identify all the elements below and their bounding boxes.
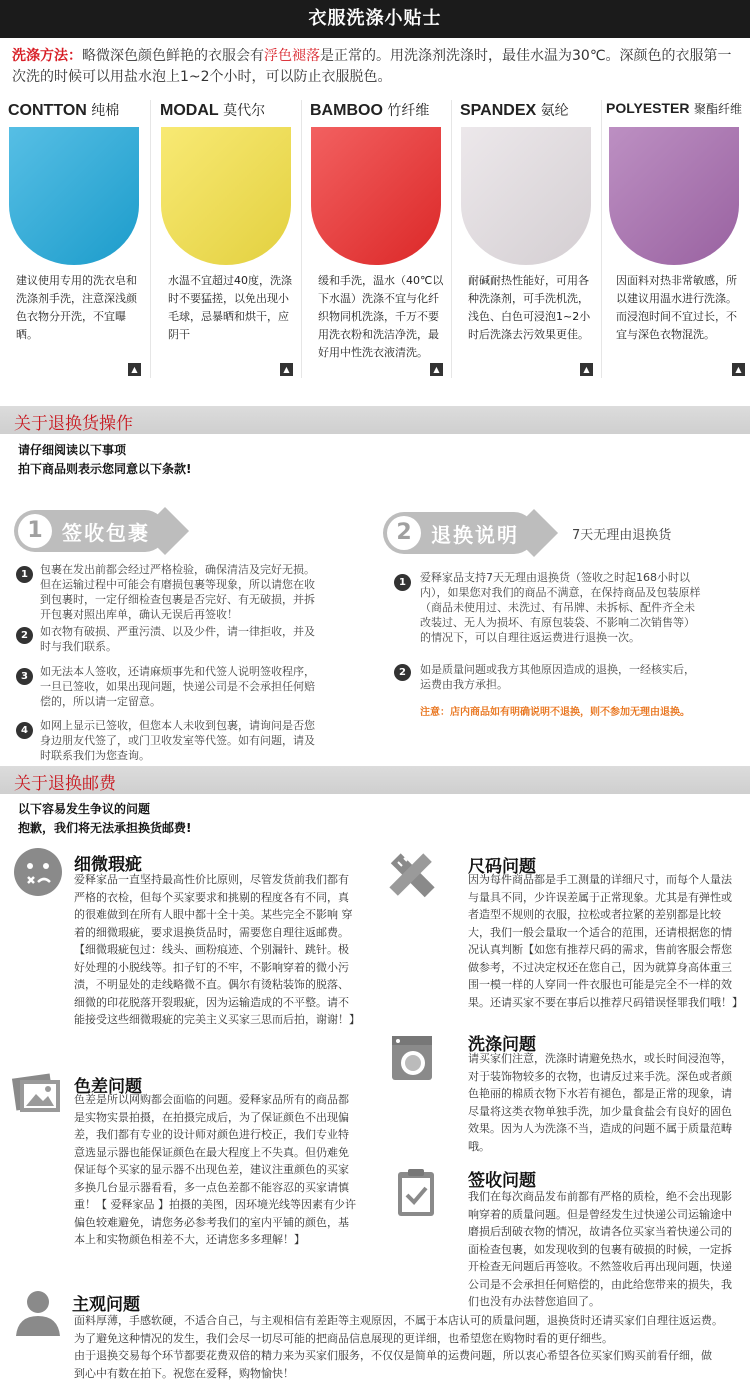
washing-tip-text1: 略微深色颜色鲜艳的衣服会有: [82, 48, 264, 64]
flaw-title: 细微瑕疵: [74, 855, 142, 875]
receive-step-text: 包裹在发出前都会经过严格检验，确保清洁及完好无损。但在运输过程中可能会有磨损包裹等现象，所以请您在收到包裹时，一定仔细检查包裹是否完好、有无破损，并拆开包裹对照出库单，确认无误后再签收！: [40, 563, 315, 621]
fabric-swatch: [311, 127, 441, 265]
badge-number: 2: [387, 516, 421, 550]
fabric-swatch: [161, 127, 291, 265]
flaw-body: 爱释家品一直坚持最高性价比原则，尽管发货前我们都有严格的衣检，但每个买家要求和挑剔的程度各有不同，真的很难做到在所有人眼中都十全十美。某些完全不影响 穿着的细微瑕疵，要求退换货品时，需要您自理往返邮费。【细微瑕疵包过：线头、画粉痕迹、个别漏针、跳针。极好处理的小脱线等。扣子钉的不牢，不影响穿着的微小污渍，不明显处的走线略微不直。偶尔有烫粘装饰的脱落、细微的印花脱落开裂瑕疵，因为运输造成的不平整。请不能接受这些细微瑕疵的完美主义买家三思而后拍，谢谢！】: [74, 873, 360, 1026]
exchange-policy-badge: [383, 512, 535, 554]
washing-tip-highlight: 浮色褪落: [264, 48, 320, 64]
returns-intro-line2: 拍下商品则表示您同意以下条款!: [18, 462, 192, 476]
size-title: 尺码问题: [468, 857, 536, 877]
fabric-name-en: MODAL: [160, 102, 219, 119]
washing-machine-icon: [386, 1032, 438, 1084]
badge-label: 签收包裹: [62, 521, 150, 545]
fabric-name-cn: 莫代尔: [223, 103, 266, 119]
postage-intro-line2: 抱歉，我们将无法承担换货邮费!: [18, 821, 192, 835]
step-number: 1: [16, 566, 33, 583]
fabric-card-polyester: [600, 100, 750, 382]
wash-title: 洗涤问题: [468, 1035, 536, 1055]
fabric-swatch: [9, 127, 139, 265]
sad-face-icon: [12, 846, 64, 898]
step-number: 3: [16, 668, 33, 685]
fabric-name-en: BAMBOO: [310, 102, 383, 119]
fabric-desc: 水温不宜超过40度，洗涤时不要猛搓，以免出现小毛球，忌暴晒和烘干，应阴干: [168, 274, 292, 341]
exchange-step-text: 爱释家品支持7天无理由退换货（签收之时起168小时以内），如果您对我们的商品不满意，在保持商品及包装原样（商品未使用过、未洗过、有吊牌、未拆标、配件齐全未改装过、无人为损坏、有原包装袋、不影响二次销售等）的情况下，可以自理往返运费进行退换一次。: [420, 571, 701, 644]
exchange-note: 注意：店内商品如有明确说明不退换，则不参加无理由退换。: [420, 707, 690, 718]
receive-package-badge: [14, 510, 166, 552]
page-title: 衣服洗涤小贴士: [308, 8, 442, 29]
color-body: 色差是所以网购都会面临的问题。爱释家品所有的商品都是实物实景拍摄，在拍摄完成后，为了保证颜色不出现偏差，我们都有专业的设计师对颜色进行校正，我们专业特意选显示器也能保证颜色在最大程度上不失真。但仍难免保证每个买家的显示器不出现色差，建议注重颜色的买家多换几台显示器看看，多一点色差都不能容忍的买家请慎重！【 爱释家品 】拍摄的美图，因环境光线等因素有少许偏色较难避免，请您务必参考我们的室内平铺的颜色，基本上和实物颜色相差不大，还请您多多理解！】: [74, 1093, 356, 1246]
fabric-name-cn: 氨纶: [540, 103, 569, 119]
ruler-pencil-icon: [386, 850, 438, 902]
clipboard-check-icon: [390, 1166, 442, 1218]
postage-intro-line1: 以下容易发生争议的问题: [18, 802, 151, 816]
color-title: 色差问题: [74, 1077, 142, 1097]
returns-intro: [18, 441, 191, 479]
exchange-step-text: 如是质量问题或我方其他原因造成的退换，一经核实后，运费由我方承担。: [420, 663, 695, 691]
sign-title: 签收问题: [468, 1171, 536, 1191]
fabric-name-cn: 纯棉: [91, 103, 120, 119]
step-number: 4: [16, 722, 33, 739]
fabric-card-modal: [152, 100, 302, 382]
sign-body: 我们在每次商品发布前都有严格的质检，绝不会出现影响穿着的质量问题。但是曾经发生过快递公司运输途中磨损后刮破衣物的情况，故请各位买家当着快递公司的面检查包裹，如发现收到的包裹有破损的时候，一定拆开检查无问题后再签收。不然签收后再出现问题，快递公司是不会承担任何赔偿的，由此给您带来的损失，我们也没有办法替您追回了。: [468, 1190, 732, 1308]
receive-step-text: 如网上显示已签收，但您本人未收到包裹，请询问是否您身边朋友代签了，或门卫收发室等代签。如有问题，请及时联系我们为您查询。: [40, 719, 315, 762]
expand-arrow-icon[interactable]: ▲: [280, 363, 293, 376]
postage-intro: [18, 800, 191, 838]
subjective-body: [74, 1312, 738, 1382]
picture-icon: [10, 1068, 62, 1120]
badge-label: 退换说明: [431, 523, 519, 547]
page-title-bar: [0, 0, 750, 38]
fabric-card-bamboo: [302, 100, 452, 382]
person-icon: [12, 1286, 64, 1338]
divider: [150, 100, 151, 378]
fabric-desc: 耐碱耐热性能好，可用各种洗涤剂，可手洗机洗，浅色、白色可浸泡1~2小时后洗涤去污效果更佳。: [468, 274, 591, 341]
fabric-desc: 缓和手洗，温水（40℃以下水温）洗涤不宜与化纤织物同机洗涤，千万不要用洗衣粉和洗洁净洗，最好用中性洗衣液清洗。: [318, 274, 444, 359]
fabric-card-cotton: [0, 100, 150, 382]
step-number: 2: [16, 627, 33, 644]
subjective-line: 到心中有数在拍下。祝您在爱释，购物愉快！: [74, 1366, 294, 1380]
fabric-name-cn: 聚酯纤维: [693, 102, 742, 116]
returns-section-header: [0, 406, 750, 434]
returns-intro-line1: 请仔细阅读以下事项: [18, 443, 127, 457]
postage-section-header: [0, 766, 750, 794]
returns-section-title: 关于退换货操作: [14, 414, 133, 434]
fabric-desc: 因面料对热非常敏感，所以建议用温水进行洗涤。而浸泡时间不宜过长，不宜与深色衣物混洗。: [616, 274, 737, 341]
fabric-name-cn: 竹纤维: [387, 103, 430, 119]
postage-section-title: 关于退换邮费: [14, 774, 116, 794]
expand-arrow-icon[interactable]: ▲: [128, 363, 141, 376]
fabric-swatch: [609, 127, 739, 265]
washing-tip-text2: 是正常的。用洗涤剂洗涤时，最佳水温为30℃。深颜色的衣服第一次洗的时候可以用盐水泡上1~2个小时，可以防止衣服脱色。: [12, 48, 732, 85]
fabric-swatch: [461, 127, 591, 265]
subjective-line: 为了避免这种情况的发生，我们会尽一切尽可能的把商品信息展现的更详细，也希望您在购物时看的更仔细些。: [74, 1331, 613, 1345]
exchange-subtitle: 7天无理由退换货: [572, 528, 672, 543]
fabric-card-spandex: [452, 100, 602, 382]
subjective-title: 主观问题: [72, 1295, 140, 1315]
fabric-desc: 建议使用专用的洗衣皂和洗涤剂手洗，注意深浅颜色衣物分开洗，不宜曝晒。: [16, 274, 137, 341]
step-number: 1: [394, 574, 411, 591]
fabric-name-en: CONTTON: [8, 102, 87, 119]
receive-step-text: 如无法本人签收，还请麻烦事先和代签人说明签收程序，一旦已签收，如果出现问题，快递公司是不会承担任何赔偿的，所以请一定留意。: [40, 665, 315, 708]
step-number: 2: [394, 664, 411, 681]
badge-number: 1: [18, 514, 52, 548]
subjective-line: 面料厚薄，手感软硬，不适合自己，与主观相信有差距等主观原因，不属于本店认可的质量问题，退换货时还请买家们自理往返运费。: [74, 1314, 723, 1327]
wash-body: 请买家们注意，洗涤时请避免热水，或长时间浸泡等，对于装饰物较多的衣物，也请反过来手洗。深色或者颜色艳丽的棉质衣物下水若有褪色，都是正常的现象，请尽量将这类衣物单独手洗，加少量食盐会有良好的固色效果。因为人为洗涤不当，造成的问题不属于质量范畴哦。: [468, 1052, 732, 1153]
expand-arrow-icon[interactable]: ▲: [732, 363, 745, 376]
washing-tip-label: 洗涤方法：: [12, 48, 82, 64]
expand-arrow-icon[interactable]: ▲: [430, 363, 443, 376]
receive-step-text: 如衣物有破损、严重污渍、以及少件，请一律拒收，并及时与我们联系。: [40, 625, 315, 653]
expand-arrow-icon[interactable]: ▲: [580, 363, 593, 376]
subjective-line: 由于退换交易每个环节都要花费双倍的精力来为买家们服务，不仅仅是简单的运费问题，所以衷心希望各位买家们购买前看仔细，做: [74, 1349, 712, 1362]
fabric-name-en: POLYESTER: [606, 100, 690, 116]
washing-tip: [12, 46, 740, 88]
fabric-name-en: SPANDEX: [460, 102, 537, 119]
size-body: 因为每件商品都是手工测量的详细尺寸，而每个人量法与量具不同，少许误差属于正常现象。尤其是有弹性或者造型不规则的衣服，拉松或者拉紧的差别都是比较大，我们一般会量取一个适合的范围，还请根据您的情况认真判断【如您有推荐尺码的需求，售前客服会帮您做参考，不过决定权还在您自己，因为就算身高体重三围一模一样的人穿同一件衣服也可能是完全不一样的效果。还请买家不要在事后以推荐尺码错误怪罪我们哦！】: [468, 873, 743, 1009]
